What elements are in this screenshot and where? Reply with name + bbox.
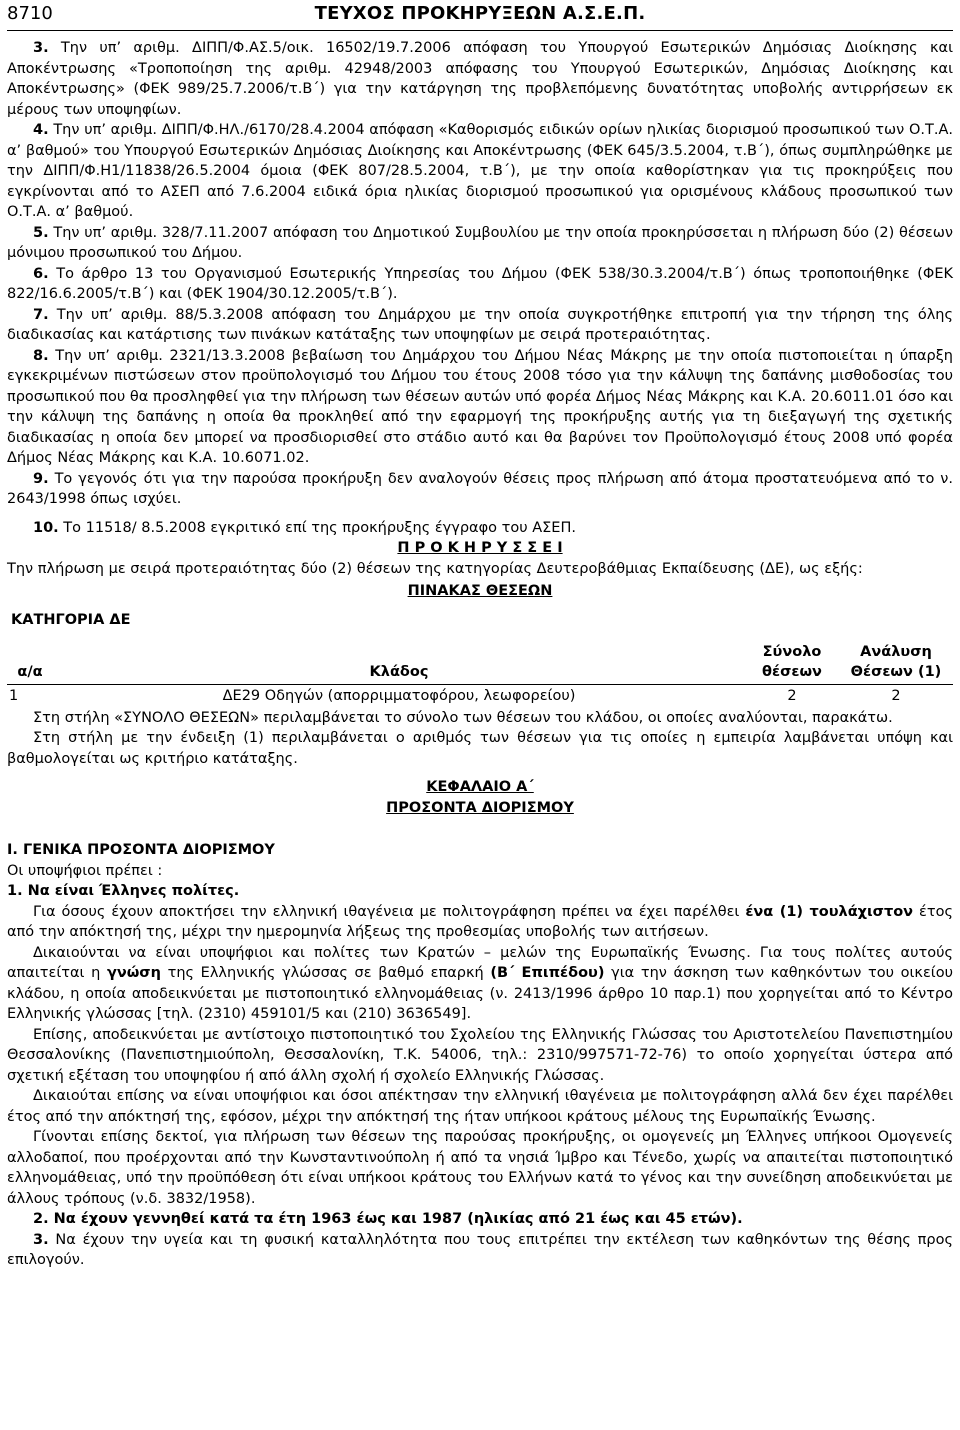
spacer bbox=[7, 510, 953, 518]
spacer bbox=[7, 602, 953, 610]
table-row bbox=[7, 685, 953, 708]
gazette-title: ΤΕΥΧΟΣ ΠΡΟΚΗΡΥΞΕΩΝ Α.Σ.Ε.Π. bbox=[314, 3, 646, 24]
text-run-bold: (Β΄ Επιπέδου) bbox=[490, 965, 605, 981]
text-run: Δικαιούνται να είναι υποψήφιοι και πολίτες των Κρατών – μελών της Ευρωπαϊκής Ένωσης. Για τους πολίτες αυτούς απαιτείται η bbox=[7, 944, 953, 981]
column-header-klados: Κλάδος bbox=[369, 664, 429, 680]
text-run: έτος από την απόκτησή της, μέχρι την ημερομηνία λήξεως της προθεσμίας υποβολής των αιτήσεων. bbox=[7, 903, 954, 940]
paragraph-text: Την υπ’ αριθμ. 88/5.3.2008 απόφαση του Δημάρχου με την οποία συγκροτήθηκε επιτροπή για την τήρηση της όλης διαδικασίας και κατάρτισης των πινάκων κατάταξης των υποψηφίων με σειρά προτεραιότητας. bbox=[7, 306, 953, 343]
text-run-bold: ένα (1) τουλάχιστον bbox=[745, 903, 914, 920]
positions-table bbox=[7, 640, 953, 708]
text-run: της Ελληνικής γλώσσας σε βαθμό επαρκή bbox=[160, 965, 491, 981]
paragraph-7 bbox=[7, 305, 953, 346]
paragraph-number: 4. bbox=[33, 122, 49, 138]
paragraph-text: Την υπ’ αριθμ. ΔΙΠΠ/Φ.ΗΛ./6170/28.4.2004 απόφαση «Καθορισμός ειδικών ορίων ηλικίας διορισμού προσωπικού των Ο.Τ.Α. α’ βαθμού» του Υπουργού Εσωτερικών Δημόσιας Διοίκησης και Αποκέντρωσης (ΦΕΚ 645/3.5.2004, τ.Β΄), όπως συμπληρώθηκε με την ΔΙΠΠ/Φ.Η1/11838/26.5.2004 όμοια (ΦΕΚ 807/28.5.2004, τ.Β΄), με την οποία καθορίστηκαν για τις προκηρύξεις που εγκρίνονται από το ΑΣΕΠ από 7.6.2004 ειδικά όρια ηλικίας διορισμού προσωπικού για ορισμένους κλάδους προσωπικού των Ο.Τ.Α. α’ βαθμού. bbox=[7, 122, 953, 220]
paragraph-number: 3. bbox=[33, 40, 49, 56]
paragraph-number: 10. bbox=[33, 519, 59, 536]
table-header-row bbox=[7, 640, 953, 685]
header-divider bbox=[7, 30, 953, 31]
note-total-positions: Στη στήλη «ΣΥΝΟΛΟ ΘΕΣΕΩΝ» περιλαμβάνεται το σύνολο των θέσεων του κλάδου, οι οποίες αναλύονται, παρακάτω. bbox=[33, 709, 893, 726]
paragraph-9 bbox=[7, 469, 953, 510]
proclamation-title: Π Ρ Ο Κ Η Ρ Υ Σ Σ Ε Ι bbox=[397, 540, 563, 556]
paragraph-number: 7. bbox=[33, 306, 49, 323]
language-certificate-paragraph: Επίσης, αποδεικνύεται με αντίστοιχο πιστοποιητικό του Σχολείου της Ελληνικής Γλώσσας του Αριστοτελείου Πανεπιστημίου Θεσσαλονίκης (Πανεπιστημιούπολη, Θεσσαλονίκη, Τ.Κ. 54006, τηλ.: 2310/997571-72-76) το οποίο χορηγείται ύστερα από σχετική εξέταση του υποψηφίου ή από άλλη σχολή ή σχολείο Ελληνικής Γλώσσας. bbox=[7, 1026, 953, 1084]
paragraph-text: Το 11518/ 8.5.2008 εγκριτικό επί της προκήρυξης έγγραφο του ΑΣΕΠ. bbox=[58, 519, 576, 536]
chapter-title: ΚΕΦΑΛΑΙΟ Α΄ bbox=[426, 779, 534, 795]
eu-citizens-paragraph bbox=[7, 943, 953, 1025]
section-lead: Οι υποψήφιοι πρέπει : bbox=[7, 862, 163, 879]
requirement-3 bbox=[7, 1230, 953, 1271]
section-title: Ι. ΓΕΝΙΚΑ ΠΡΟΣΟΝΤΑ ΔΙΟΡΙΣΜΟΥ bbox=[7, 842, 275, 858]
paragraph-5 bbox=[7, 223, 953, 264]
paragraph-6 bbox=[7, 264, 953, 305]
naturalization-paragraph bbox=[7, 902, 953, 943]
chapter-subtitle: ΠΡΟΣΟΝΤΑ ΔΙΟΡΙΣΜΟΥ bbox=[386, 799, 574, 816]
paragraph-text: Την υπ’ αριθμ. 328/7.11.2007 απόφαση του Δημοτικού Συμβουλίου με την οποία προκηρύσσεται η πλήρωση δύο (2) θέσεων μόνιμου προσωπικού του Δήμου. bbox=[7, 224, 953, 261]
document-body bbox=[7, 34, 953, 1271]
text-run: για την άσκηση των καθηκόντων του οικείου κλάδου, η οποία αποδεικνύεται με πιστοποιητικό ελληνομάθειας (ν. 2413/1996 άρθρο 10 παρ.1) που χορηγείται από το Κέντρο Ελληνικής γλώσσας [τηλ. (2310) 459101/5 και (210) 3636549]. bbox=[7, 965, 953, 1022]
paragraph-number: 6. bbox=[33, 265, 49, 282]
paragraph-number: 3. bbox=[33, 1231, 49, 1248]
paragraph-text: Να έχουν την υγεία και τη φυσική καταλληλότητα που τους επιτρέπει την εκτέλεση των καθηκόντων της θέσης προς επιλογούν. bbox=[7, 1231, 953, 1268]
cell-klados: ΔΕ29 Οδηγών (απορριμματοφόρου, λεωφορείου) bbox=[222, 688, 576, 704]
spacer bbox=[7, 769, 953, 777]
spacer bbox=[7, 818, 953, 840]
column-header-synolo: Σύνολο θέσεων bbox=[762, 644, 822, 680]
cell-aa: 1 bbox=[9, 688, 19, 704]
text-run: Για όσους έχουν αποκτήσει την ελληνική ιθαγένεια με πολιτογράφηση πρέπει να έχει παρέλθει bbox=[33, 903, 746, 920]
paragraph-text: Το άρθρο 13 του Οργανισμού Εσωτερικής Υπηρεσίας του Δήμου (ΦΕΚ 538/30.3.2004/τ.Β΄) όπως τροποποιήθηκε (ΦΕΚ 822/16.6.2005/τ.Β΄) και (ΦΕΚ 1904/30.12.2005/τ.Β΄). bbox=[7, 265, 953, 302]
cell-synolo: 2 bbox=[787, 688, 797, 704]
requirement-1-title: 1. Να είναι Έλληνες πολίτες. bbox=[7, 883, 240, 899]
paragraph-number: 8. bbox=[33, 347, 49, 364]
table-header bbox=[7, 640, 953, 685]
paragraph-number: 5. bbox=[33, 224, 49, 241]
column-header-analysi: Ανάλυση Θέσεων (1) bbox=[850, 644, 942, 680]
note-experience: Στη στήλη με την ένδειξη (1) περιλαμβάνεται ο αριθμός των θέσεων για τις οποίες η εμπειρία λαμβάνεται υπόψη και βαθμολογείται ως κριτήριο κατάταξης. bbox=[7, 730, 953, 767]
paragraph-text: Την υπ’ αριθμ. 2321/13.3.2008 βεβαίωση του Δημάρχου του Δήμου Νέας Μάκρης με την οποία πιστοποιείται η ύπαρξη εγκεκριμένων πιστώσεων στον προϋπολογισμό του Δήμου του έτους 2008 τόσο για την κάλυψη της δαπάνης μισθοδοσίας του προσωπικού που θα προσληφθεί για την πλήρωση των θέσεων αυτών υπό φορέα Δήμος Νέας Μάκρης και Κ.Α. 20.6011.01 όσο και την κάλυψη της δαπάνης η οποία θα προκληθεί από την εφαρμογή της προκήρυξης αυτής για τη διεξαγωγή της σχετικής διαδικασίας η οποία δεν μπορεί να προσδιορισθεί στο στάδιο αυτό και θα βαρύνει τον Προϋπολογισμό έτους 2008 υπό φορέα Δήμος Νέας Μάκρης και Κ.Α. 10.6071.02. bbox=[7, 347, 953, 466]
column-header-aa: α/α bbox=[17, 664, 43, 680]
expatriates-paragraph: Γίνονται επίσης δεκτοί, για πλήρωση των θέσεων της παρούσας προκήρυξης, οι ομογενείς μη Έλληνες υπήκοοι Ομογενείς αλλοδαποί, που προέρχονται από την Κωνσταντινούπολη ή από τα νησιά Ίμβρο και Τένεδο, χωρίς να απαιτείται πιστοποιητικό ελληνομάθειας, υπό την προϋπόθεση ότι είναι υπήκοοι κράτους του Ελλήνων κατά το γένος και την συνείδηση αποδεικνύεται με άλλους τρόπους (ν.δ. 3832/1958). bbox=[7, 1129, 953, 1207]
paragraph-text: Το γεγονός ότι για την παρούσα προκήρυξη δεν αναλογούν θέσεις προς πλήρωση από άτομα προστατευόμενα από το ν. 2643/1998 όπως ισχύει. bbox=[7, 470, 953, 507]
page-header bbox=[7, 0, 953, 34]
paragraph-3 bbox=[7, 38, 953, 120]
paragraph-10 bbox=[7, 518, 953, 539]
cell-analysi: 2 bbox=[891, 688, 901, 704]
paragraph-text: Την υπ’ αριθμ. ΔΙΠΠ/Φ.ΑΣ.5/οικ. 16502/19.7.2006 απόφαση του Υπουργού Εσωτερικών Δημόσιας Διοίκησης και Αποκέντρωσης «Τροποποίηση της αριθμ. 42948/2003 απόφασης του Υπουργού Εσωτερικών, Δημόσιας Διοίκησης και Αποκέντρωσης» (ΦΕΚ 989/25.7.2006/τ.Β΄) για την κατάργηση της προβλεπόμενης δυνατότητας υποβολής αντιρρήσεων εκ μέρους των υποψηφίων. bbox=[7, 40, 953, 118]
table-body bbox=[7, 685, 953, 708]
category-label: ΚΑΤΗΓΟΡΙΑ ΔΕ bbox=[11, 611, 131, 628]
recent-naturalization-paragraph: Δικαιούται επίσης να είναι υποψήφιοι και όσοι απέκτησαν την ελληνική ιθαγένεια με πολιτογράφηση αλλά δεν έχει παρέλθει έτος από την απόκτησή της, εφόσον, μέχρι την απόκτησή της ήταν υπήκοοι κράτους μέλους της Ευρωπαϊκής Ένωσης. bbox=[7, 1088, 953, 1125]
page-number: 8710 bbox=[7, 3, 53, 24]
positions-table-title: ΠΙΝΑΚΑΣ ΘΕΣΕΩΝ bbox=[407, 583, 553, 599]
paragraph-number: 9. bbox=[33, 470, 49, 487]
requirement-2: 2. Να έχουν γεννηθεί κατά τα έτη 1963 έως και 1987 (ηλικίας από 21 έως και 45 ετών). bbox=[33, 1211, 743, 1227]
text-run-bold: γνώση bbox=[106, 965, 161, 981]
paragraph-4 bbox=[7, 120, 953, 223]
paragraph-8 bbox=[7, 346, 953, 469]
proclamation-intro: Την πλήρωση με σειρά προτεραιότητας δύο (2) θέσεων της κατηγορίας Δευτεροβάθμιας Εκπαίδευσης (ΔΕ), ως εξής: bbox=[7, 560, 863, 577]
